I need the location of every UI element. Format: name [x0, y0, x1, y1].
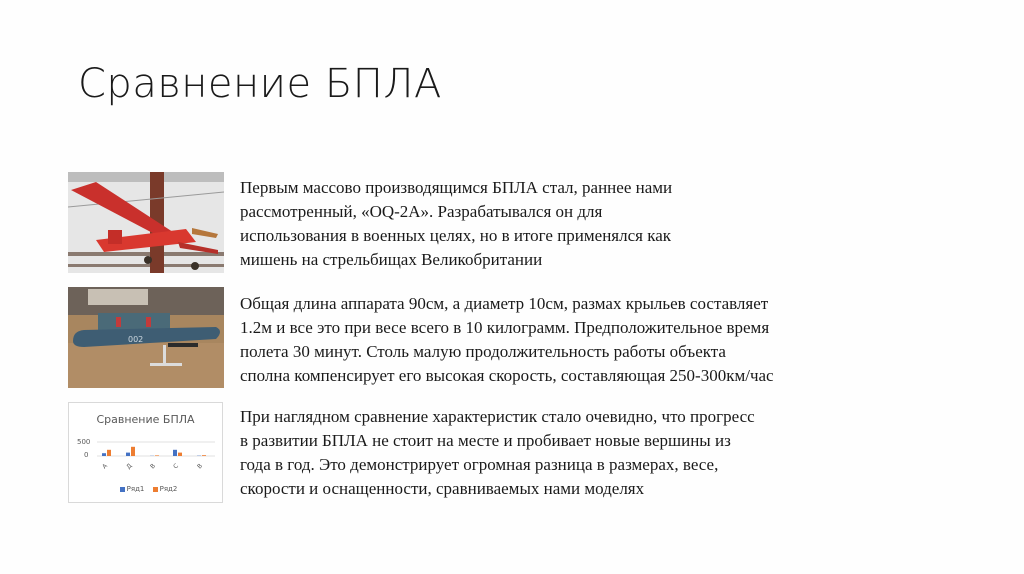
legend-label-series2: Ряд2 [159, 485, 178, 493]
text-line: При наглядном сравнение характеристик стало очевидно, что прогресс [240, 407, 755, 426]
slide-title: Сравнение БПЛА [78, 61, 442, 107]
oq-2a-photo [68, 172, 224, 273]
text-line: мишень на стрельбищах Великобритании [240, 250, 543, 269]
text-line: Общая длина аппарата 90см, а диаметр 10см, размах крыльев составляет [240, 294, 769, 313]
text-line: в развитии БПЛА не стоит на месте и пробивает новые вершины из [240, 431, 731, 450]
text-line: года в год. Это демонстрирует огромная разница в размерах, весе, [240, 455, 719, 474]
svg-text:002: 002 [128, 335, 144, 344]
y-tick-500: 500 [77, 438, 91, 446]
text-line: Первым массово производящимся БПЛА стал, раннее нами [240, 178, 673, 197]
x-tick-label: В [196, 462, 204, 471]
paragraph-specs [240, 292, 860, 388]
text-line: скорости и оснащенности, сравниваемых нами моделях [240, 479, 645, 498]
y-tick-0: 0 [84, 451, 89, 459]
text-line: 1.2м и все это при весе всего в 10 килограмм. Предположительное время [240, 318, 770, 337]
chart-title: Сравнение БПЛА [96, 413, 195, 426]
text-line: сполна компенсирует его высокая скорость, составляющая 250-300км/час [240, 366, 774, 385]
paragraph-comparison [240, 405, 860, 501]
legend-swatch-series2 [153, 487, 158, 492]
x-tick-label: В [149, 462, 157, 471]
drone-002-photo [68, 287, 224, 388]
comparison-chart [68, 402, 223, 503]
legend-swatch-series1 [120, 487, 125, 492]
paragraph-oq2a-intro [240, 176, 760, 272]
chart-legend [69, 485, 222, 493]
x-tick-label: Д [125, 462, 134, 471]
x-tick-label: С [172, 462, 181, 471]
text-line: полета 30 минут. Столь малую продолжительность работы объекта [240, 342, 726, 361]
text-line: использования в военных целях, но в итоге применялся как [240, 226, 672, 245]
legend-label-series1: Ряд1 [126, 485, 145, 493]
text-line: рассмотренный, «OQ-2A». Разрабатывался он для [240, 202, 603, 221]
x-tick-label: А [101, 462, 109, 471]
